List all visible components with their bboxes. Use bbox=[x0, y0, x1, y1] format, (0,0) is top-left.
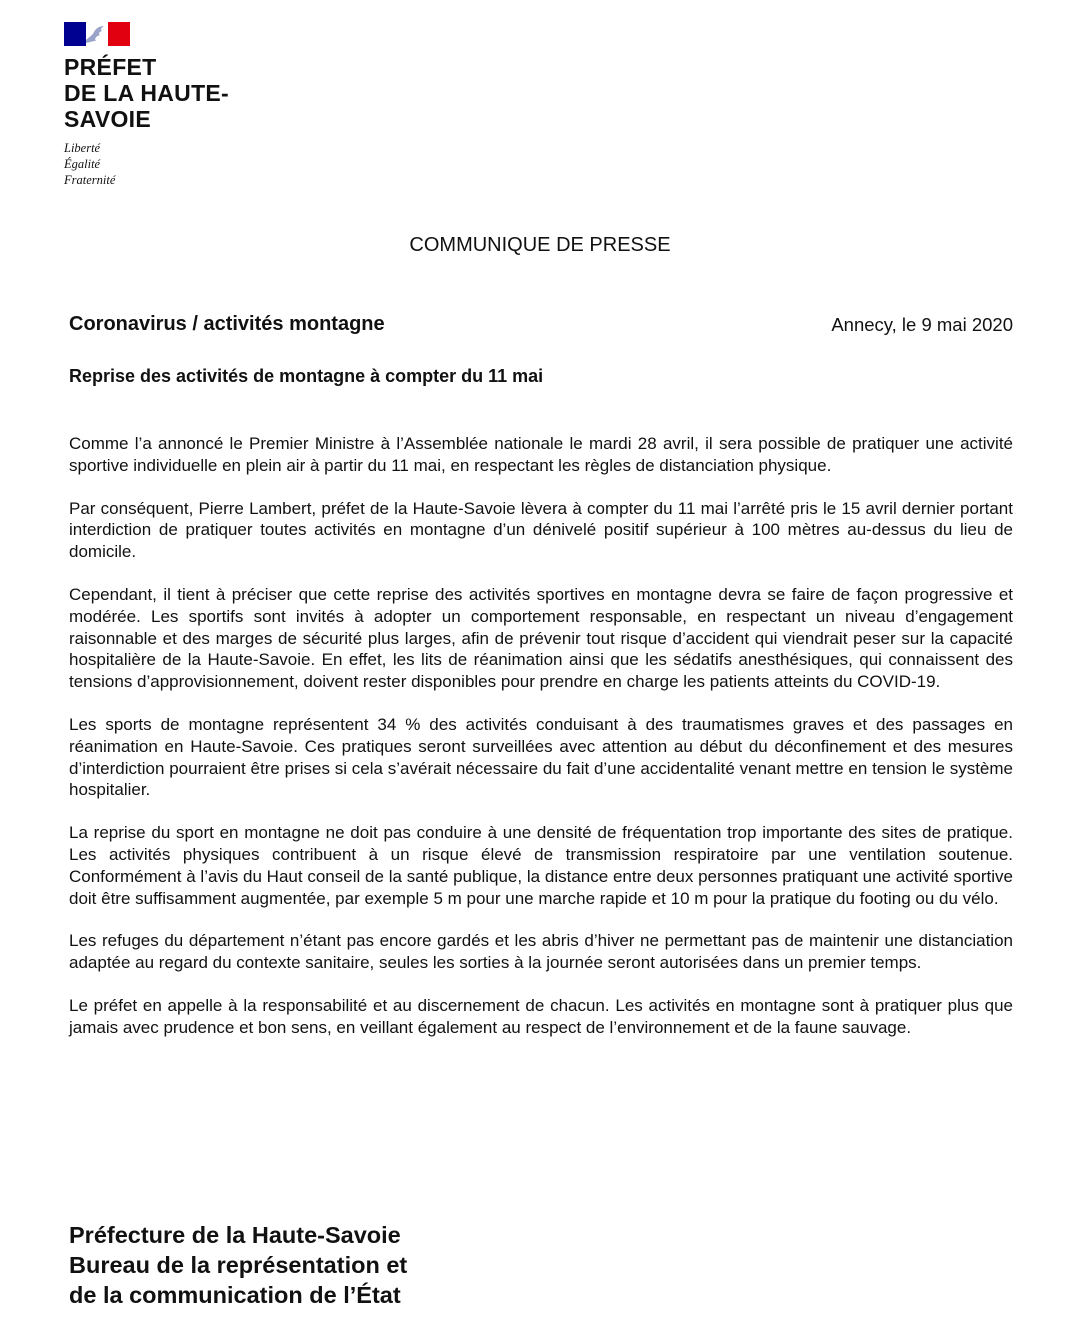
issuer-line: Préfecture de la Haute-Savoie bbox=[69, 1222, 401, 1248]
prefet-title-line: PRÉFET bbox=[64, 54, 157, 80]
press-release-body bbox=[69, 433, 1013, 1060]
prefet-title bbox=[64, 54, 304, 132]
body-paragraph: Le préfet en appelle à la responsabilité et au discernement de chacun. Les activités en montagne sont à pratiquer plus que jamais avec prudence et bon sens, en veillant également au respect de l’environnement et de la faune sauvage. bbox=[69, 995, 1013, 1037]
body-paragraph: Cependant, il tient à préciser que cette reprise des activités sportives en montagne devra se faire de façon progressive et modérée. Les sportifs sont invités à adopter un comportement responsable, en respectant un niveau d’engagement raisonnable et des marges de sécurité plus larges, afin de prévenir tout risque d’accident qui viendrait peser sur la capacité hospitalière de la Haute-Savoie. En effet, les lits de réanimation ainsi que les sédatifs anesthésiques, qui connaissent des tensions d’approvisionnement, doivent rester disponibles pour prendre en charge les patients atteints du COVID-19. bbox=[69, 584, 1013, 692]
body-paragraph: La reprise du sport en montagne ne doit pas conduire à une densité de fréquentation trop importante des sites de pratique. Les activités physiques contribuent à un risque élevé de transmission respiratoire par une ventilation soutenue. Conformément à l’avis du Haut conseil de la santé publique, la distance entre deux personnes pratiquant une activité sportive doit être suffisamment augmentée, par exemple 5 m pour une marche rapide et 10 m pour la pratique du footing ou du vélo. bbox=[69, 823, 1013, 908]
prefecture-logo bbox=[64, 22, 304, 188]
motto-line: Égalité bbox=[64, 157, 101, 171]
issuer-line: Bureau de la représentation et bbox=[69, 1252, 408, 1278]
issuer-signature bbox=[69, 1220, 407, 1310]
body-paragraph: Les refuges du département n’étant pas encore gardés et les abris d’hiver ne permettant pas de maintenir une distanciation adaptée au regard du contexte sanitaire, seules les sorties à la journée seront autorisées dans un premier temps. bbox=[69, 931, 1013, 973]
release-date: Annecy, le 9 mai 2020 bbox=[831, 314, 1013, 335]
body-paragraph: Par conséquent, Pierre Lambert, préfet de la Haute-Savoie lèvera à compter du 11 mai l’arrêté pris le 15 avril dernier portant interdiction de pratiquer toutes activités en montagne d’un dénivelé positif supérieur à 100 mètres au-dessus du lieu de domicile. bbox=[69, 498, 1013, 562]
subtitle-heading: Reprise des activités de montagne à compter du 11 mai bbox=[69, 366, 544, 386]
marianne-flag-icon bbox=[64, 22, 130, 46]
body-paragraph: Comme l’a annoncé le Premier Ministre à l’Assemblée nationale le mardi 28 avril, il sera possible de pratiquer une activité sportive individuelle en plein air à partir du 11 mai, en respectant les règles de distanciation physique. bbox=[69, 434, 1013, 475]
body-paragraph: Les sports de montagne représentent 34 % des activités conduisant à des traumatismes graves et des passages en réanimation en Haute-Savoie. Ces pratiques seront surveillées avec attention au début du déconfinement et des mesures d’interdiction pourraient être prises si cela s’avérait nécessaire du fait d’une accidentalité venant mettre en tension le système hospitalier. bbox=[69, 714, 1013, 800]
issuer-line: de la communication de l’État bbox=[69, 1282, 401, 1308]
marianne-profile-icon bbox=[86, 22, 108, 46]
press-release-title: COMMUNIQUE DE PRESSE bbox=[409, 234, 671, 256]
subject-heading: Coronavirus / activités montagne bbox=[69, 313, 385, 335]
republic-motto bbox=[64, 140, 304, 188]
prefet-title-line: SAVOIE bbox=[64, 106, 152, 132]
motto-line: Liberté bbox=[64, 141, 101, 155]
motto-line: Fraternité bbox=[64, 173, 116, 187]
prefet-title-line: DE LA HAUTE- bbox=[64, 80, 230, 106]
